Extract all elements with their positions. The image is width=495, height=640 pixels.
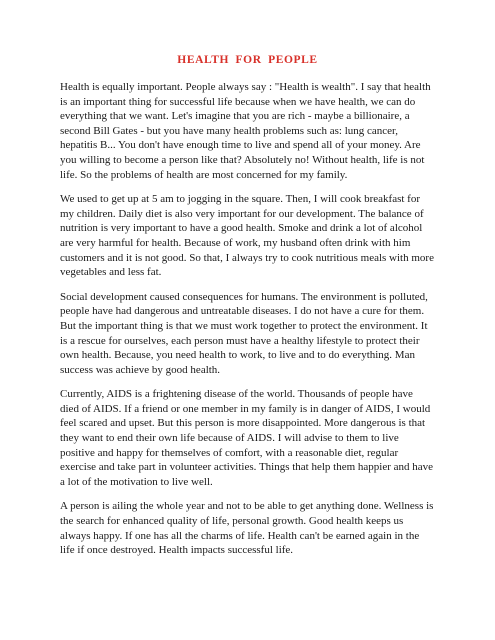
- paragraph-2: We used to get up at 5 am to jogging in the square. Then, I will cook breakfast for my children. Daily diet is also very important for our development. The balance of nutrition is very important to have a good health. Smoke and drink a lot of alcohol are very harmful for health. Because of work, my husband often drink with him customers and it is not good. So that, I always try to cook nutritious meals with more vegetables and less fat.: [60, 193, 434, 279]
- paragraph-3: Social development caused consequences for humans. The environment is polluted, people have had dangerous and untreatable diseases. I do not have a cure for them. But the important thing is that we must work together to protect the environment. It is a rescue for ourselves, each person must have a healthy lifestyle to protect their own health. Because, you need health to work, to live and to do everything. Man success was achieve by good health.: [60, 290, 428, 376]
- document-body: [60, 80, 434, 568]
- document-title: HEALTH FOR PEOPLE: [177, 54, 318, 66]
- paragraph-5: A person is ailing the whole year and not to be able to get anything done. Wellness is the search for enhanced quality of life, personal growth. Good health keeps us always happy. If one has all the charms of life. Health can't be earned again in the life if once destroyed. Health impacts successful life.: [60, 500, 434, 557]
- paragraph-4: Currently, AIDS is a frightening disease of the world. Thousands of people have died of AIDS. If a friend or one member in my family is in danger of AIDS, I would feel scared and upset. But this person is more disappointed. More dangerous is that they want to end their own life because of AIDS. I will advise to them to live positive and happy for themselves of comfort, with a reasonable diet, regular exercise and take part in volunteer activities. Things that help them happier and have a lot of the motivation to live well.: [60, 388, 434, 488]
- paragraph-1: Health is equally important. People always say : "Health is wealth". I say that health is an important thing for successful life because when we have health, we can do everything that we want. Let's imagine that you are rich - maybe a billionaire, a second Bill Gates - but you have many health problems such as: lung cancer, hepatitis B... You don't have enough time to live and spend all of your money. Are you willing to become a person like that? Absolutely no! Without health, life is not life. So the problems of health are most concerned for my family.: [60, 81, 431, 181]
